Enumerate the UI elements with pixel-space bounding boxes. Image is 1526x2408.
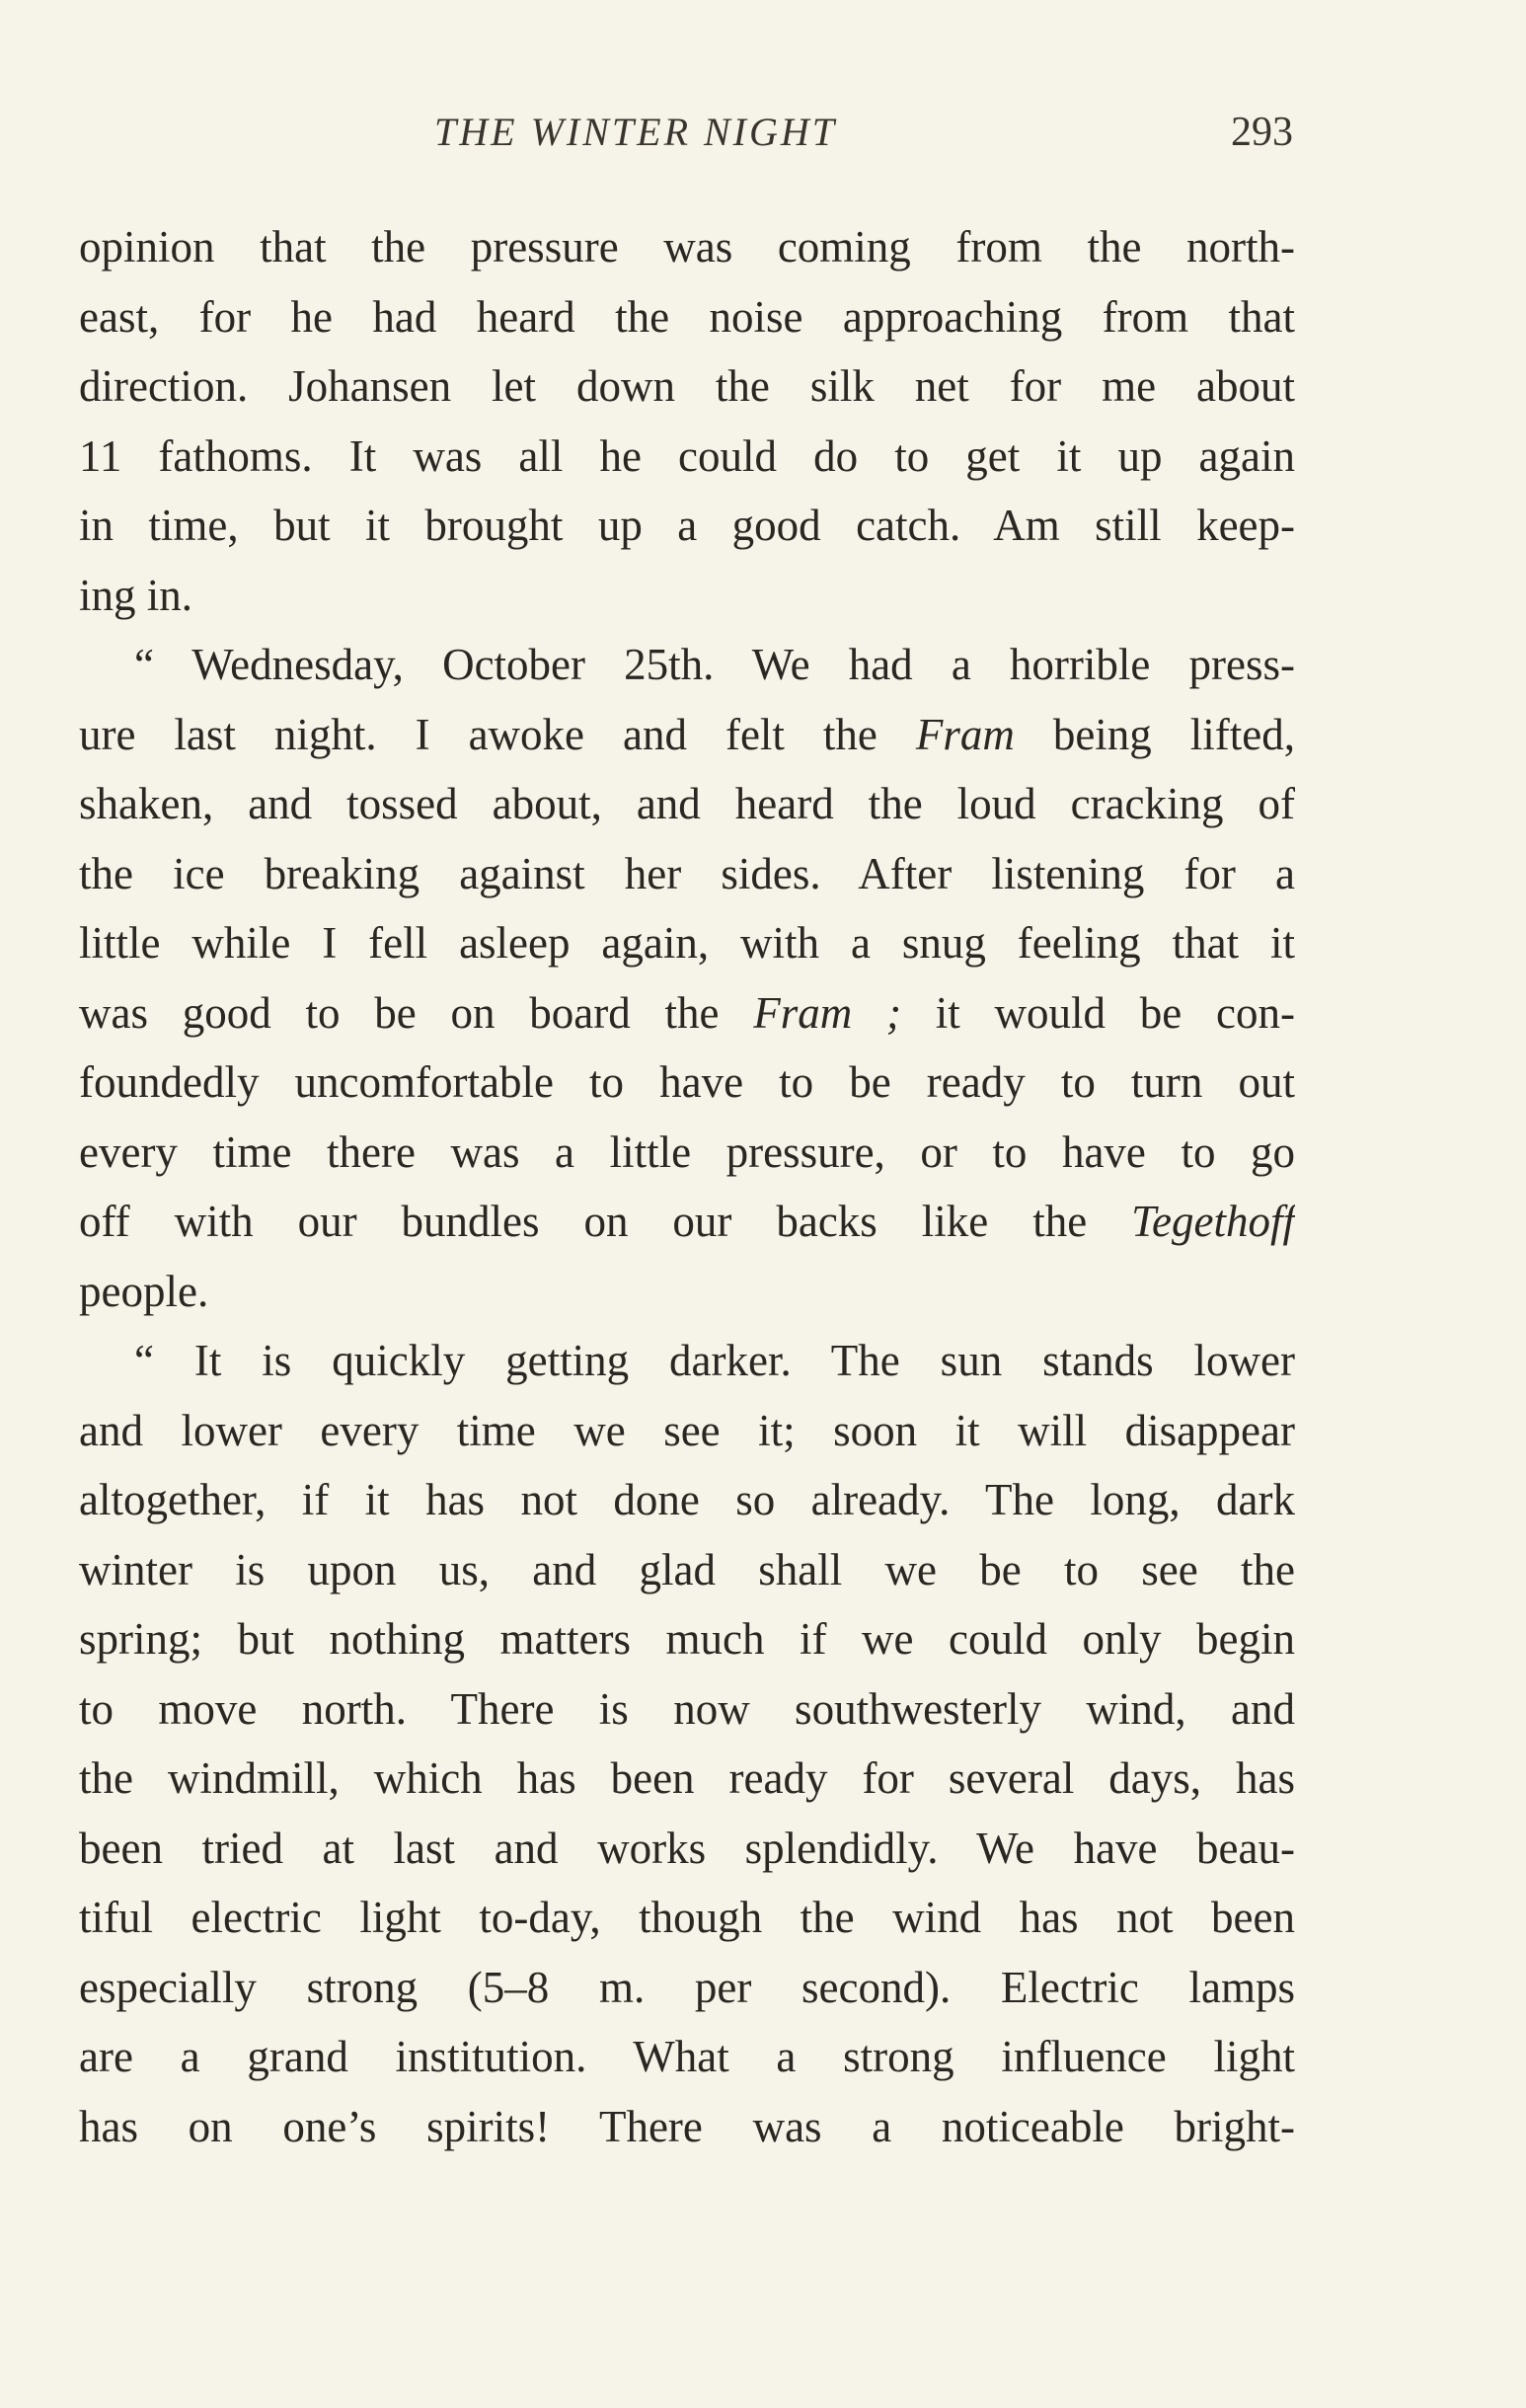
text-line: are a grand institution. What a strong influence light [79, 2032, 1295, 2081]
text-line: “ Wednesday, October 25th. We had a horrible press- [134, 640, 1295, 689]
text-line [79, 700, 1295, 770]
text-line: foundedly uncomfortable to have to be ready to turn out [79, 1057, 1295, 1107]
text-line: winter is upon us, and glad shall we be to see the [79, 1544, 1295, 1594]
text-line: been tried at last and works splendidly. We have beau- [79, 1823, 1295, 1873]
text-line [79, 1187, 1295, 1257]
text-line: the ice breaking against her sides. After listening for a [79, 848, 1295, 898]
text-line: direction. Johansen let down the silk net for me about [79, 361, 1295, 411]
text-line: shaken, and tossed about, and heard the loud cracking of [79, 779, 1295, 828]
text-line: spring; but nothing matters much if we could only begin [79, 1614, 1295, 1664]
ship-name: Fram ; [753, 987, 901, 1038]
text-line: to move north. There is now southwesterly wind, and [79, 1683, 1295, 1734]
text-run: ure last night. I awoke and felt the [79, 709, 916, 759]
text-line: “ It is quickly getting darker. The sun stands lower [134, 1336, 1295, 1385]
text-run: off with our bundles on our backs like the [79, 1197, 1132, 1246]
running-head [79, 109, 1293, 168]
text-line: and lower every time we see it; soon it will disappear [79, 1405, 1295, 1455]
text-line: little while I fell asleep again, with a snug feeling that it [79, 918, 1295, 968]
text-run: being lifted, [1014, 709, 1295, 759]
page-number: 293 [1231, 110, 1293, 155]
body-text [79, 212, 1295, 2161]
text-line: tiful electric light to-day, though the wind has not been [79, 1893, 1295, 1942]
ship-name: Tegethoff [1131, 1197, 1295, 1246]
text-line: 11 fathoms. It was all he could do to get it up again [79, 430, 1295, 481]
text-line: ing in. [79, 570, 193, 620]
text-line: east, for he had heard the noise approaching from that [79, 291, 1295, 342]
text-line: people. [79, 1266, 209, 1316]
text-line [79, 978, 1295, 1049]
text-line: every time there was a little pressure, or to have to go [79, 1126, 1295, 1177]
text-run: was good to be on board the [79, 987, 754, 1038]
text-line: has on one’s spirits! There was a noticeable bright- [79, 2101, 1295, 2151]
text-line: altogether, if it has not done so already. The long, dark [79, 1475, 1295, 1524]
text-line: especially strong (5–8 m. per second). Electric lamps [79, 1962, 1295, 2012]
text-run: it would be con- [901, 987, 1295, 1038]
text-line: opinion that the pressure was coming from the north- [79, 222, 1295, 272]
ship-name: Fram [915, 709, 1015, 759]
text-line: the windmill, which has been ready for several days, has [79, 1753, 1295, 1803]
text-line: in time, but it brought up a good catch. Am still keep- [79, 501, 1295, 550]
running-title: THE WINTER NIGHT [434, 110, 838, 154]
